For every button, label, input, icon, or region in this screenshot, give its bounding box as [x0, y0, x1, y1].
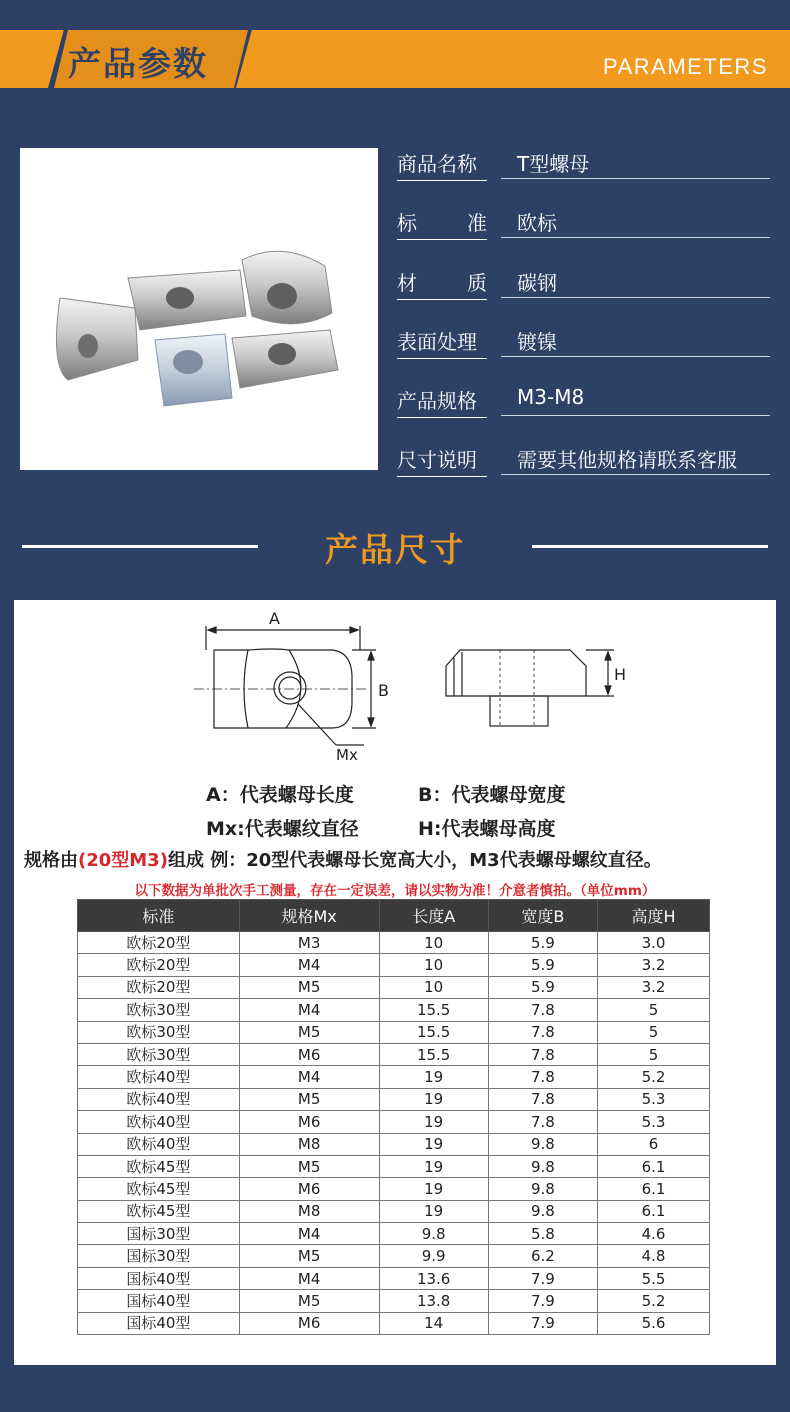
table-row: [78, 1223, 710, 1245]
spec-label-underline: [397, 476, 487, 477]
table-cell: M3: [239, 932, 379, 954]
table-cell: 9.9: [379, 1245, 488, 1267]
table-cell: 欧标40型: [78, 1088, 240, 1110]
column-header: 长度A: [379, 900, 488, 932]
table-cell: M5: [239, 1088, 379, 1110]
product-photo: [20, 148, 378, 470]
table-cell: 14: [379, 1312, 488, 1334]
spec-value: 碳钢: [517, 270, 557, 295]
table-cell: 7.9: [488, 1267, 597, 1289]
spec-value-underline: [501, 297, 770, 298]
table-row: [78, 1111, 710, 1133]
spec-label: 商品名称: [397, 152, 477, 176]
definition-h: H:代表螺母高度: [418, 818, 556, 840]
table-row: [78, 1290, 710, 1312]
table-cell: 3.2: [598, 954, 710, 976]
table-cell: M5: [239, 976, 379, 998]
table-cell: 欧标40型: [78, 1066, 240, 1088]
spec-rule-text: [24, 846, 662, 872]
table-row: [78, 1155, 710, 1177]
spec-value: 欧标: [517, 211, 557, 236]
table-cell: 4.8: [598, 1245, 710, 1267]
spec-value: M3-M8: [517, 385, 585, 410]
table-cell: 7.9: [488, 1312, 597, 1334]
table-header-row: [78, 900, 710, 932]
table-cell: 3.2: [598, 976, 710, 998]
table-cell: 6.1: [598, 1178, 710, 1200]
table-cell: M6: [239, 1043, 379, 1065]
spec-value-underline: [501, 237, 770, 238]
technical-drawing: [14, 600, 776, 775]
table-cell: M4: [239, 954, 379, 976]
table-cell: 5: [598, 1021, 710, 1043]
spec-label-underline: [397, 358, 487, 359]
table-cell: M5: [239, 1245, 379, 1267]
table-cell: 5.9: [488, 976, 597, 998]
rule-prefix: 规格由: [24, 850, 78, 871]
table-cell: M5: [239, 1290, 379, 1312]
table-cell: 5.3: [598, 1111, 710, 1133]
table-cell: 10: [379, 976, 488, 998]
table-cell: 欧标45型: [78, 1178, 240, 1200]
table-cell: M4: [239, 1066, 379, 1088]
table-cell: 5.5: [598, 1267, 710, 1289]
table-cell: 欧标30型: [78, 999, 240, 1021]
table-cell: 7.9: [488, 1290, 597, 1312]
section-title: 产品尺寸: [325, 530, 465, 569]
table-row: [78, 1178, 710, 1200]
table-cell: 10: [379, 932, 488, 954]
t-nut-photo-image: [20, 148, 378, 470]
dim-label-a: A: [269, 609, 280, 628]
spec-value-underline: [501, 474, 770, 475]
table-cell: 欧标45型: [78, 1200, 240, 1222]
table-row: [78, 1200, 710, 1222]
table-row: [78, 1043, 710, 1065]
table-cell: 欧标20型: [78, 976, 240, 998]
column-header: 高度H: [598, 900, 710, 932]
table-cell: 9.8: [488, 1155, 597, 1177]
table-cell: 欧标20型: [78, 932, 240, 954]
table-cell: 7.8: [488, 1111, 597, 1133]
table-cell: 13.6: [379, 1267, 488, 1289]
table-cell: 国标40型: [78, 1267, 240, 1289]
table-cell: 7.8: [488, 1088, 597, 1110]
table-row: [78, 1267, 710, 1289]
spec-label-underline: [397, 239, 487, 240]
table-cell: 19: [379, 1200, 488, 1222]
table-cell: 19: [379, 1155, 488, 1177]
table-cell: 15.5: [379, 1021, 488, 1043]
spec-row-material: [397, 261, 770, 320]
spec-row-finish: [397, 320, 770, 379]
spec-row-dimension-note: [397, 438, 770, 497]
table-cell: 19: [379, 1088, 488, 1110]
spec-label: 尺寸说明: [397, 448, 477, 473]
definition-a: A：代表螺母长度: [206, 784, 354, 806]
definition-b: B：代表螺母宽度: [418, 784, 566, 806]
table-cell: 5.9: [488, 932, 597, 954]
table-cell: 5.2: [598, 1066, 710, 1088]
table-cell: 5.2: [598, 1290, 710, 1312]
table-cell: M4: [239, 999, 379, 1021]
table-cell: 9.8: [488, 1178, 597, 1200]
table-cell: 9.8: [488, 1200, 597, 1222]
table-cell: 19: [379, 1066, 488, 1088]
spec-list: [397, 142, 770, 498]
spec-row-name: [397, 142, 770, 201]
table-row: [78, 1066, 710, 1088]
table-row: [78, 976, 710, 998]
table-cell: 9.8: [379, 1223, 488, 1245]
table-cell: 5.9: [488, 954, 597, 976]
dim-label-b: B: [378, 681, 389, 700]
spec-row-size: [397, 379, 770, 438]
table-cell: M6: [239, 1111, 379, 1133]
measurement-warning: 以下数据为单批次手工测量，存在一定误差，请以实物为准！介意者慎拍。（单位mm）: [134, 883, 656, 899]
table-cell: 7.8: [488, 999, 597, 1021]
spec-value: 需要其他规格请联系客服: [517, 448, 737, 473]
definition-mx: Mx:代表螺纹直径: [206, 818, 359, 840]
table-cell: M6: [239, 1312, 379, 1334]
spec-value-underline: [501, 356, 770, 357]
spec-row-standard: [397, 201, 770, 260]
spec-label: 标 准: [397, 211, 487, 236]
table-cell: 欧标30型: [78, 1043, 240, 1065]
spec-value-underline: [501, 415, 770, 416]
table-cell: 国标30型: [78, 1245, 240, 1267]
table-cell: M5: [239, 1021, 379, 1043]
column-header: 宽度B: [488, 900, 597, 932]
table-cell: M6: [239, 1178, 379, 1200]
table-cell: 5.8: [488, 1223, 597, 1245]
dim-label-mx: Mx: [336, 746, 358, 764]
spec-label: 表面处理: [397, 329, 477, 354]
table-cell: 19: [379, 1178, 488, 1200]
table-cell: 3.0: [598, 932, 710, 954]
page-subtitle: PARAMETERS: [603, 54, 768, 79]
table-cell: 5: [598, 999, 710, 1021]
table-cell: 15.5: [379, 1043, 488, 1065]
table-cell: 15.5: [379, 999, 488, 1021]
table-cell: 国标40型: [78, 1312, 240, 1334]
dimension-card: [14, 600, 776, 1365]
column-header: 规格Mx: [239, 900, 379, 932]
table-cell: 国标40型: [78, 1290, 240, 1312]
spec-label-underline: [397, 180, 487, 181]
table-cell: 4.6: [598, 1223, 710, 1245]
table-cell: 10: [379, 954, 488, 976]
table-cell: M4: [239, 1267, 379, 1289]
spec-value: T型螺母: [517, 152, 590, 176]
spec-value: 镀镍: [517, 329, 557, 354]
spec-label-underline: [397, 417, 487, 418]
spec-label-underline: [397, 299, 487, 300]
table-cell: 6.1: [598, 1200, 710, 1222]
table-row: [78, 954, 710, 976]
table-cell: 6: [598, 1133, 710, 1155]
table-cell: M5: [239, 1155, 379, 1177]
table-cell: 7.8: [488, 1043, 597, 1065]
dimension-table: [77, 899, 710, 1335]
table-cell: 国标30型: [78, 1223, 240, 1245]
table-cell: 欧标40型: [78, 1111, 240, 1133]
spec-value-underline: [501, 178, 770, 179]
table-cell: 7.8: [488, 1066, 597, 1088]
rule-highlight: (20型M3): [78, 850, 168, 871]
table-cell: 6.2: [488, 1245, 597, 1267]
table-row: [78, 1312, 710, 1334]
table-cell: 19: [379, 1133, 488, 1155]
table-row: [78, 1245, 710, 1267]
table-row: [78, 1133, 710, 1155]
table-cell: 7.8: [488, 1021, 597, 1043]
table-cell: M8: [239, 1133, 379, 1155]
table-row: [78, 1088, 710, 1110]
table-cell: 欧标20型: [78, 954, 240, 976]
table-cell: 5: [598, 1043, 710, 1065]
table-cell: 欧标40型: [78, 1133, 240, 1155]
table-cell: 13.8: [379, 1290, 488, 1312]
table-cell: M4: [239, 1223, 379, 1245]
table-cell: 9.8: [488, 1133, 597, 1155]
dim-label-h: H: [614, 665, 627, 684]
table-cell: 5.6: [598, 1312, 710, 1334]
table-cell: 欧标45型: [78, 1155, 240, 1177]
spec-label: 产品规格: [397, 389, 477, 414]
page-title: 产品参数: [68, 44, 208, 83]
table-cell: 6.1: [598, 1155, 710, 1177]
table-cell: 5.3: [598, 1088, 710, 1110]
table-cell: 欧标30型: [78, 1021, 240, 1043]
table-row: [78, 932, 710, 954]
table-row: [78, 1021, 710, 1043]
table-row: [78, 999, 710, 1021]
rule-suffix: 组成 例：20型代表螺母长宽高大小，M3代表螺母螺纹直径。: [167, 850, 662, 871]
table-cell: M8: [239, 1200, 379, 1222]
column-header: 标准: [78, 900, 240, 932]
spec-label: 材 质: [397, 270, 487, 295]
table-cell: 19: [379, 1111, 488, 1133]
table-body: [78, 932, 710, 1335]
